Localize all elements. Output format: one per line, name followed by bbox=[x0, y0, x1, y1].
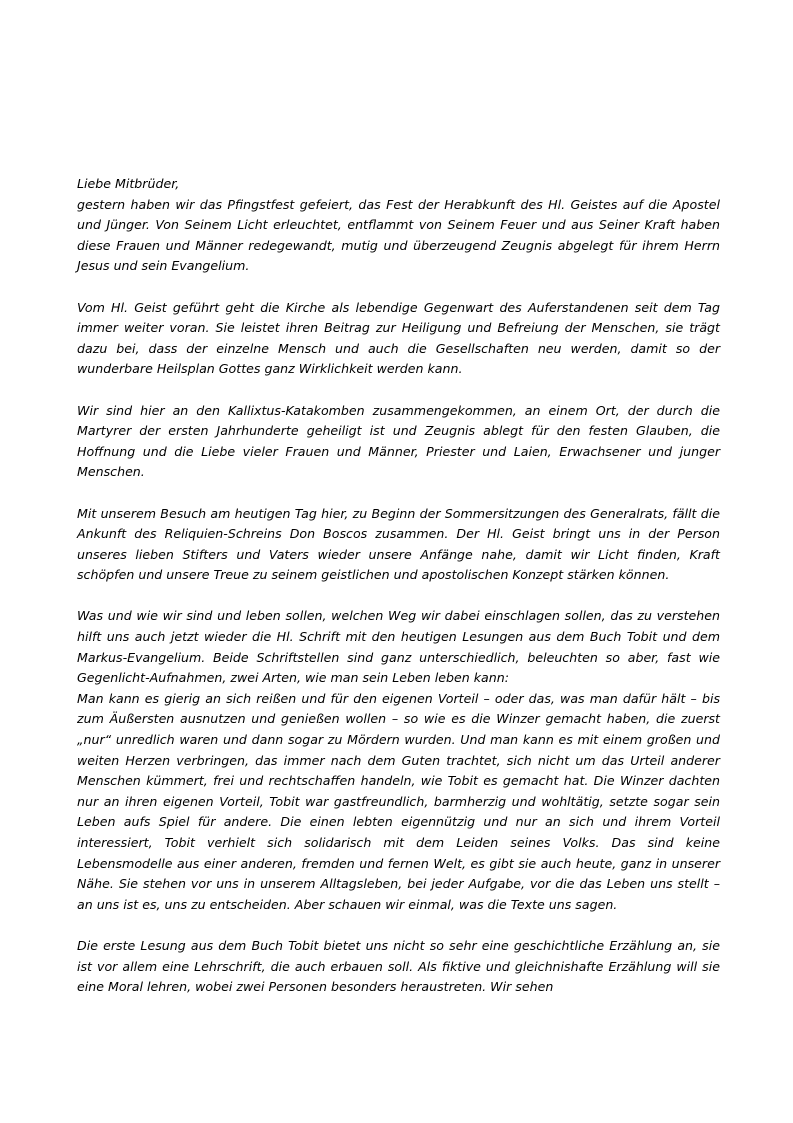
paragraph-church: Vom Hl. Geist geführt geht die Kirche als lebendige Gegenwart des Auferstandenen seit dem Tag immer weiter voran. Sie leistet ihren Beitrag zur Heiligung und Befreiung der Menschen, sie trägt dazu bei, dass der einzelne Mensch und auch die Gesellschaften neu werden, damit so der wunderbare Heilsplan Gottes ganz Wirklichkeit werden kann. bbox=[77, 299, 720, 377]
paragraph-scripture: Was und wie wir sind und leben sollen, welchen Weg wir dabei einschlagen sollen, das zu verstehen hilft uns auch jetzt wieder die Hl. Schrift mit den heutigen Lesungen aus dem Buch Tobit und dem Markus-Evangelium. Beide Schriftstellen sind ganz unterschiedlich, beleuchten so aber, fast wie Gegenlicht-Aufnahmen, zwei Arten, wie man sein Leben leben kann: bbox=[77, 608, 720, 686]
letter-greeting: Liebe Mitbrüder, bbox=[77, 176, 180, 191]
paragraph-pentecost: gestern haben wir das Pfingstfest gefeiert, das Fest der Herabkunft des Hl. Geistes auf die Apostel und Jünger. Von Seinem Licht erleuchtet, entflammt von Seinem Feuer und aus Seiner Kraft haben diese Frauen und Männer redegewandt, mutig und überzeugend Zeugnis abgelegt für ihrem Herrn Jesus und sein Evangelium. bbox=[77, 196, 720, 274]
paragraph-catacombs: Wir sind hier an den Kallixtus-Katakomben zusammengekommen, an einem Ort, der durch die Martyrer der ersten Jahrhunderte geheiligt ist und Zeugnis ablegt für den festen Glauben, die Hoffnung und die Liebe vieler Frauen und Männer, Priester und Laien, Erwachsener und junger Menschen. bbox=[77, 402, 720, 480]
paragraph-two-ways: Man kann es gierig an sich reißen und für den eigenen Vorteil – oder das, was man dafür hält – bis zum Äußersten ausnutzen und genießen wollen – so wie es die Winzer gemacht haben, die zuerst „nur“ unredlich waren und dann sogar zu Mördern wurden. Und man kann es mit einem großen und weiten Herzen verbringen, das immer nach dem Guten trachtet, sich nicht um das Urteil anderer Menschen kümmert, frei und rechtschaffen handeln, wie Tobit es gemacht hat. Die Winzer dachten nur an ihren eigenen Vorteil, Tobit war gastfreundlich, barmherzig und wohltätig, setzte sogar sein Leben aufs Spiel für andere. Die einen lebten eigennützig und nur an sich und ihrem Vorteil interessiert, Tobit verhielt sich solidarisch mit dem Leiden seines Volks. Das sind keine Lebensmodelle aus einer anderen, fremden und fernen Welt, es gibt sie auch heute, ganz in unserer Nähe. Sie stehen vor uns in unserem Alltagsleben, bei jeder Aufgabe, vor die das Leben uns stellt – an uns ist es, uns zu entscheiden. Aber schauen wir einmal, was die Texte uns sagen. bbox=[77, 690, 720, 912]
paragraph-book-tobit: Die erste Lesung aus dem Buch Tobit bietet uns nicht so sehr eine geschichtliche Erzählung an, sie ist vor allem eine Lehrschrift, die auch erbauen soll. Als fiktive und gleichnishafte Erzählung will sie eine Moral lehren, wobei zwei Personen besonders heraustreten. Wir sehen bbox=[77, 937, 720, 995]
letter-body bbox=[77, 174, 720, 998]
paragraph-don-bosco: Mit unserem Besuch am heutigen Tag hier, zu Beginn der Sommersitzungen des Generalrats, fällt die Ankunft des Reliquien-Schreins Don Boscos zusammen. Der Hl. Geist bringt uns in der Person unseres lieben Stifters und Vaters wieder unsere Anfänge nahe, damit wir Licht finden, Kraft schöpfen und unsere Treue zu seinem geistlichen und apostolischen Konzept stärken können. bbox=[77, 505, 720, 583]
